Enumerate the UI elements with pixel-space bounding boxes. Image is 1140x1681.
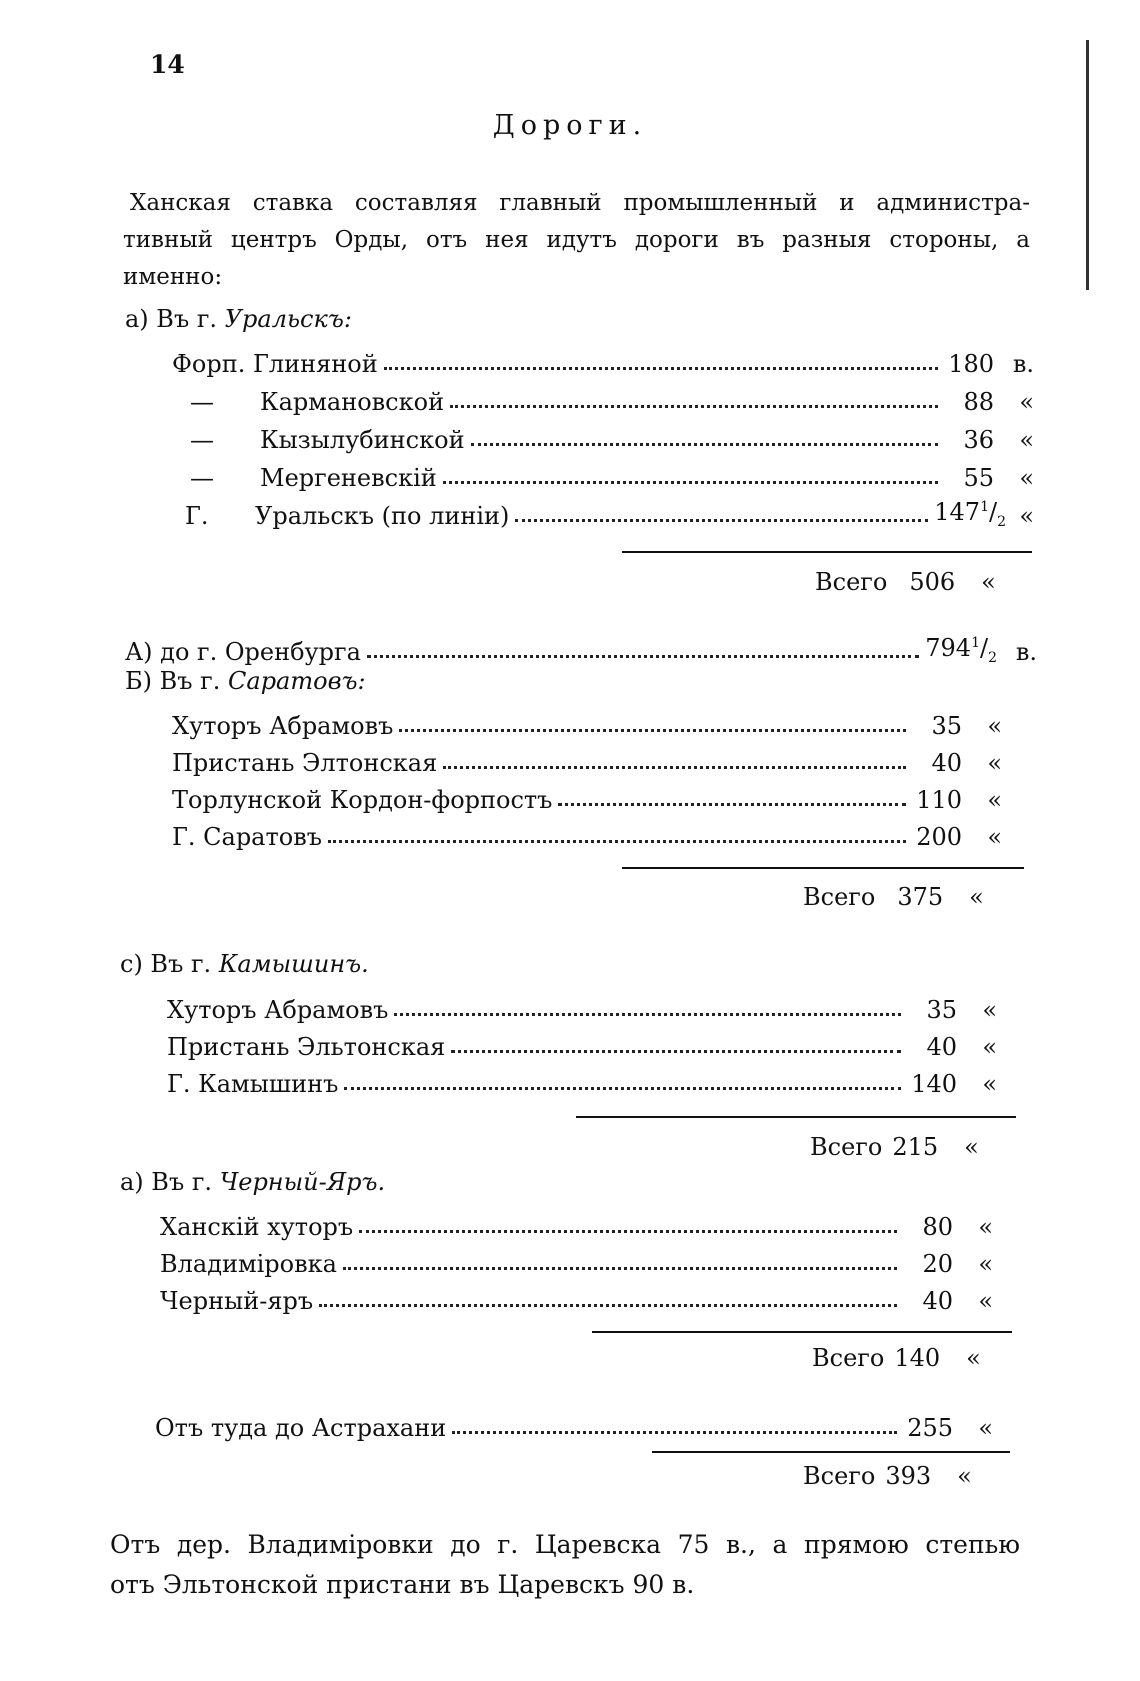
- section-heading-kamyshin: [120, 950, 369, 978]
- route-name: Пристань Элтонская: [172, 749, 438, 777]
- distance-unit: «: [987, 823, 1002, 851]
- route-row: [167, 1025, 997, 1061]
- distance-unit: «: [987, 786, 1002, 814]
- distance-unit: «: [1019, 464, 1034, 492]
- intro-line-1: Ханская ставка составляя главный промышленный и администра-: [130, 190, 1030, 216]
- value-integer: 147: [934, 498, 981, 527]
- route-name: Кызылубинской: [260, 426, 465, 454]
- distance-unit: «: [978, 1250, 993, 1278]
- route-row: [190, 380, 1034, 416]
- route-row: [172, 342, 1034, 378]
- leader-dots: [394, 1013, 901, 1016]
- route-row-astrakhan: [155, 1406, 993, 1442]
- route-row: [185, 494, 1034, 530]
- section-total: [815, 568, 996, 596]
- section-heading-uralsk: [125, 305, 352, 333]
- distance-value: 55: [963, 464, 994, 492]
- heading-city: Саратовъ:: [228, 667, 366, 695]
- ditto-dash: —: [190, 388, 214, 416]
- fraction-numerator: 1: [971, 635, 980, 652]
- route-name: Ханскій хуторъ: [160, 1213, 354, 1241]
- route-name: Отъ туда до Астрахани: [155, 1414, 447, 1442]
- section-total: [812, 1344, 981, 1372]
- distance-value: 35: [931, 712, 962, 740]
- route-name: А) до г. Оренбурга: [125, 638, 361, 666]
- total-unit: «: [969, 883, 984, 911]
- distance-unit: «: [982, 1033, 997, 1061]
- route-row: [172, 778, 1002, 814]
- heading-city: Черный-Яръ.: [219, 1168, 386, 1196]
- leader-dots: [344, 1087, 901, 1090]
- heading-prefix: а) Въ г.: [125, 305, 218, 333]
- leader-dots: [452, 1431, 897, 1434]
- total-value: 393: [885, 1462, 932, 1490]
- leader-dots: [558, 803, 906, 806]
- fraction-denominator: 2: [988, 650, 997, 666]
- intro-line-3: именно:: [123, 264, 223, 290]
- distance-unit: «: [982, 996, 997, 1024]
- leader-dots: [343, 1267, 897, 1270]
- distance-value: $147^1/_2$: [934, 498, 1006, 530]
- route-row: [172, 704, 1002, 740]
- distance-value: 36: [963, 426, 994, 454]
- distance-unit: «: [982, 1070, 997, 1098]
- leader-dots: [443, 766, 906, 769]
- distance-unit: «: [987, 749, 1002, 777]
- total-label: Всего: [810, 1133, 883, 1161]
- route-name: Г. Саратовъ: [172, 823, 322, 851]
- route-row: [160, 1205, 993, 1241]
- route-row: [190, 456, 1034, 492]
- intro-line-2: тивный центръ Орды, отъ нея идутъ дороги въ разныя стороны, а: [123, 227, 1030, 253]
- distance-value: 35: [926, 996, 957, 1024]
- page-number: 14: [150, 50, 185, 79]
- distance-value: 88: [963, 388, 994, 416]
- heading-prefix: Б) Въ г.: [125, 667, 221, 695]
- route-row: [160, 1279, 993, 1315]
- distance-unit: в.: [1015, 638, 1037, 666]
- leader-dots: [515, 519, 928, 522]
- total-unit: «: [964, 1133, 979, 1161]
- sum-rule: [592, 1331, 1012, 1333]
- route-name: Форп. Глиняной: [172, 350, 378, 378]
- route-row: [167, 1062, 997, 1098]
- total-unit: «: [981, 568, 996, 596]
- heading-prefix: с) Въ г.: [120, 950, 212, 978]
- page-title: Дороги.: [492, 110, 648, 141]
- total-value: 215: [892, 1133, 939, 1161]
- section-total: [810, 1133, 979, 1161]
- distance-unit: «: [1019, 502, 1034, 530]
- total-value: 140: [894, 1344, 941, 1372]
- section-total: [803, 1462, 972, 1490]
- route-name: Хуторъ Абрамовъ: [172, 712, 394, 740]
- sum-rule: [576, 1116, 1016, 1118]
- footnote-line-2: отъ Эльтонской пристани въ Царевскъ 90 в.: [110, 1570, 695, 1599]
- total-unit: «: [957, 1462, 972, 1490]
- route-row: [167, 988, 997, 1024]
- leader-dots: [443, 481, 938, 484]
- distance-value: 140: [911, 1070, 957, 1098]
- route-row: [160, 1242, 993, 1278]
- leader-dots: [328, 840, 906, 843]
- footnote-paragraph: [110, 1525, 1020, 1605]
- route-row: [172, 741, 1002, 777]
- route-name: Хуторъ Абрамовъ: [167, 996, 389, 1024]
- distance-value: 200: [916, 823, 962, 851]
- total-value: 506: [909, 568, 956, 596]
- distance-value: 255: [907, 1414, 953, 1442]
- distance-value: 20: [922, 1250, 953, 1278]
- heading-city: Уральскъ:: [224, 305, 352, 333]
- fraction-denominator: 2: [997, 514, 1006, 530]
- sum-rule: [622, 551, 1032, 553]
- distance-value: 40: [922, 1287, 953, 1315]
- section-heading-cherny-yar: [120, 1168, 385, 1196]
- route-name: Мергеневскій: [260, 464, 437, 492]
- route-name: Кармановской: [260, 388, 445, 416]
- distance-value: 110: [916, 786, 962, 814]
- footnote-line-1: Отъ дер. Владиміровки до г. Царевска 75 в., а прямою степью: [110, 1530, 1020, 1559]
- distance-value: 180: [948, 350, 994, 378]
- leader-dots: [471, 443, 938, 446]
- route-row-orenburg: [125, 630, 1037, 666]
- route-row: [190, 418, 1034, 454]
- total-label: Всего: [815, 568, 888, 596]
- distance-unit: «: [1019, 426, 1034, 454]
- distance-unit: «: [978, 1414, 993, 1442]
- ditto-dash: —: [190, 426, 214, 454]
- leader-dots: [399, 729, 906, 732]
- distance-value: 40: [926, 1033, 957, 1061]
- route-row: [172, 815, 1002, 851]
- distance-value: $794^1/_2$: [925, 634, 997, 666]
- distance-unit: в.: [1012, 350, 1034, 378]
- leader-dots: [367, 655, 919, 658]
- route-name: Пристань Эльтонская: [167, 1033, 446, 1061]
- leader-dots: [319, 1304, 897, 1307]
- leader-dots: [384, 367, 938, 370]
- route-name: Владиміровка: [160, 1250, 337, 1278]
- ditto-dash: —: [190, 464, 214, 492]
- heading-city: Камышинъ.: [218, 950, 369, 978]
- route-name: Торлунской Кордон-форпостъ: [172, 786, 553, 814]
- distance-value: 80: [922, 1213, 953, 1241]
- ditto-dash: Г.: [185, 502, 209, 530]
- route-name: Уральскъ (по линіи): [255, 502, 510, 530]
- total-label: Всего: [803, 883, 876, 911]
- intro-paragraph: [123, 185, 1030, 296]
- section-total: [803, 883, 984, 911]
- total-value: 375: [897, 883, 944, 911]
- distance-unit: «: [1019, 388, 1034, 416]
- distance-unit: «: [978, 1213, 993, 1241]
- total-label: Всего: [803, 1462, 876, 1490]
- section-heading-saratov: [125, 667, 366, 695]
- leader-dots: [359, 1230, 897, 1233]
- sum-rule: [652, 1451, 1010, 1453]
- sum-rule: [622, 867, 1024, 869]
- distance-unit: «: [987, 712, 1002, 740]
- total-label: Всего: [812, 1344, 885, 1372]
- distance-unit: «: [978, 1287, 993, 1315]
- route-name: Г. Камышинъ: [167, 1070, 339, 1098]
- value-integer: 794: [925, 634, 972, 663]
- total-unit: «: [966, 1344, 981, 1372]
- distance-value: 40: [931, 749, 962, 777]
- fraction-numerator: 1: [980, 499, 989, 516]
- leader-dots: [451, 1050, 901, 1053]
- route-name: Черный-яръ: [160, 1287, 314, 1315]
- leader-dots: [450, 405, 938, 408]
- heading-prefix: а) Въ г.: [120, 1168, 213, 1196]
- page-edge-line: [1086, 40, 1089, 290]
